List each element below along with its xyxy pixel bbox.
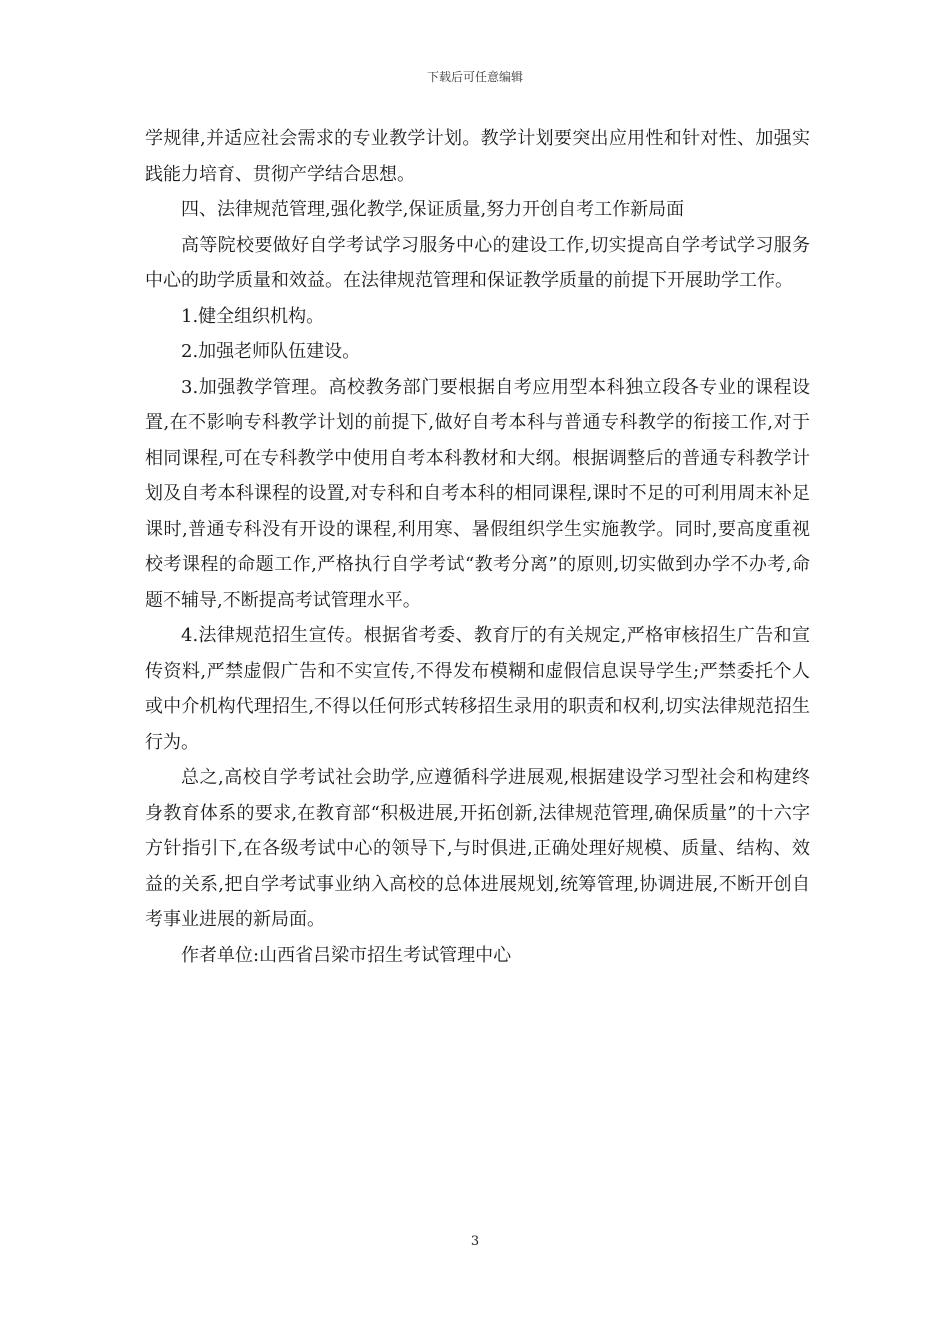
body-paragraph: 学规律,并适应社会需求的专业教学计划。教学计划要突出应用性和针对性、加强实践能力培育、贯彻产学结合思想。 [145,128,810,185]
body-paragraph: 高等院校要做好自学考试学习服务中心的建设工作,切实提高自学考试学习服务中心的助学质量和效益。在法律规范管理和保证教学质量的前提下开展助学工作。 [145,234,810,291]
list-item: 2.加强老师队伍建设。 [181,341,361,362]
page-header: 下载后可任意编辑 [426,70,523,84]
author-affiliation: 作者单位:山西省吕梁市招生考试管理中心 [181,944,512,966]
conclusion-paragraph: 总之,高校自学考试社会助学,应遵循科学进展观,根据建设学习型社会和构建终身教育体系的要求,在教育部“积极进展,开拓创新,法律规范管理,确保质量”的十六字方针指引下,在各级考试中心的领导下,与时俱进,正确处理好规模、质量、结构、效益的关系,把自学考试事业纳入高校的总体进展规划,统筹管理,协调进展,不断开创自考事业进展的新局面。 [145,767,810,930]
list-item: 4.法律规范招生宣传。根据省考委、教育厅的有关规定,严格审核招生广告和宣传资料,严禁虚假广告和不实宣传,不得发布模糊和虚假信息误导学生;严禁委托个人或中介机构代理招生,不得以任何形式转移招生录用的职责和权利,切实法律规范招生行为。 [145,625,810,753]
document-body [145,121,810,973]
list-item: 1.健全组织机构。 [181,305,325,327]
page-number: 3 [470,1234,480,1249]
section-heading: 四、法律规范管理,强化教学,保证质量,努力开创自考工作新局面 [181,199,685,220]
list-item: 3.加强教学管理。高校教务部门要根据自考应用型本科独立段各专业的课程设置,在不影响专科教学计划的前提下,做好自考本科与普通专科教学的衔接工作,对于相同课程,可在专科教学中使用自考本科教材和大纲。根据调整后的普通专科教学计划及自考本科课程的设置,对专科和自考本科的相同课程,课时不足的可利用周末补足课时,普通专科没有开设的课程,利用寒、暑假组织学生实施教学。同时,要高度重视校考课程的命题工作,严格执行自学考试“教考分离”的原则,切实做到办学不办考,命题不辅导,不断提高考试管理水平。 [145,376,810,611]
